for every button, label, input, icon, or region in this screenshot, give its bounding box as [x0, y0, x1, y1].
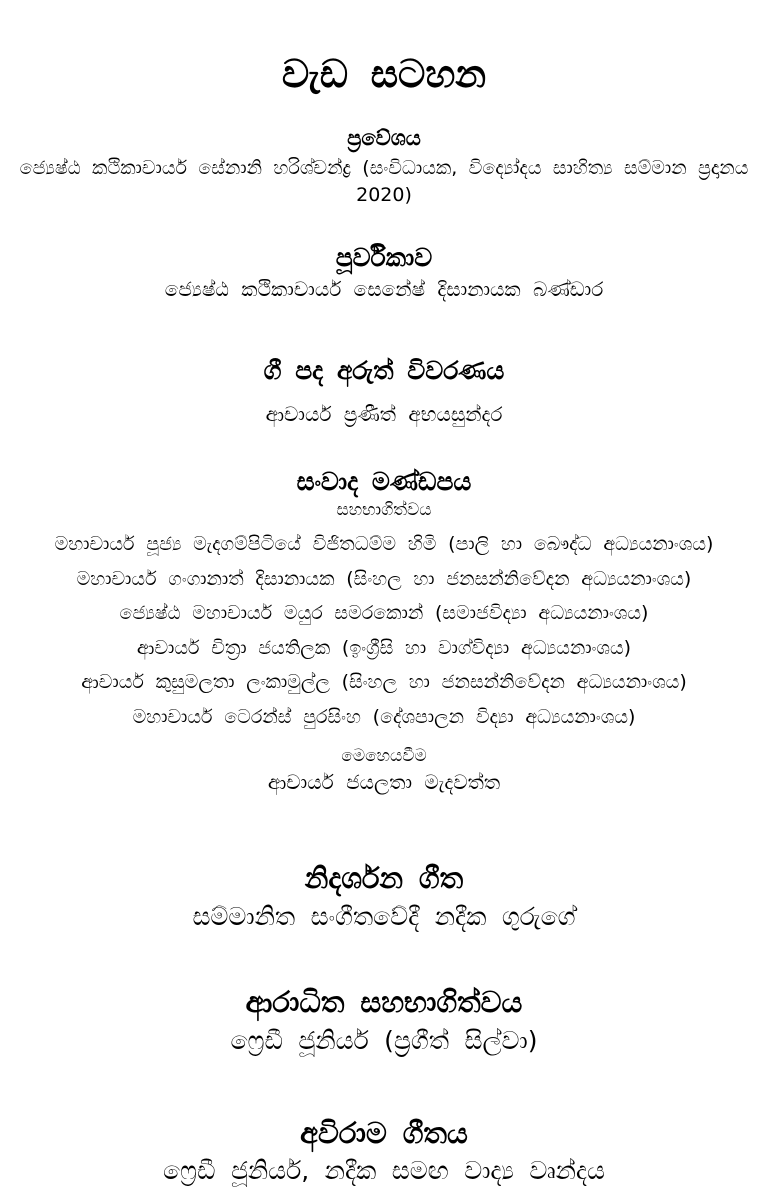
section-panel — [0, 464, 768, 796]
panel-participant: ජ්‍යෙෂ්ඨ මහාචාර්ය මයුර සමරකොන් (සමාජවිද්‍යා අධ්‍යයනාංශය) — [119, 602, 649, 625]
section-lyrics-review — [0, 353, 768, 428]
invited-performer: ෆ්‍රෙඩී ජූනියර් (ප්‍රගීත් සිල්වා) — [230, 1025, 538, 1055]
panel-participant: ආචාර්ය කුසුමලතා ලංකාමුල්ල (සිංහල හා ජනසන්නිවේදන අධ්‍යයනාංශය) — [81, 671, 687, 694]
panel-participant: මහාචාර්ය ගංගානාත් දිසානායක (සිංහල හා ජනසන්නිවේදන අධ්‍යයනාංශය) — [76, 567, 692, 590]
panel-participant: මහාචාර්ය ටෙරන්ස් පුරසිංහ (දේශපාලන විද්‍යා අධ්‍යයනාංශය) — [132, 705, 636, 728]
section-closing-song — [0, 1113, 768, 1188]
section-prologue — [0, 124, 768, 209]
prologue-presenter: ජ්‍යෙෂ්ඨ කථිකාචාර්ය සේනානි හරිශ්චන්ද්‍ර (සංවිධායක, විද්‍යෝදය සාහිත්‍ය සම්මාන ප්‍රදානය 2020) — [19, 156, 749, 206]
preface-presenter: ජ්‍යෙෂ්ඨ කථිකාචාර්ය සෙනේෂ් දිසානායක බණ්ඩාර — [164, 277, 604, 302]
moderator-name: ආචාර්ය ජයලතා මැදවත්ත — [267, 770, 501, 795]
preface-heading: පූර්විකාව — [335, 243, 433, 273]
closing-song-heading: අවිරාම ගීතය — [300, 1115, 468, 1150]
panel-participant: මහාචාර්ය පූජ්‍ය මැදගම්පිටියේ විජිතධම්ම හිමි (පාලි හා බෞද්ධ අධ්‍යයනාංශය) — [54, 532, 714, 555]
lyrics-review-heading: ගී පද අරුත් විවරණය — [263, 356, 505, 386]
prologue-heading: ප්‍රවේශය — [347, 125, 421, 150]
section-preface — [0, 240, 768, 303]
closing-song-performers: ෆ්‍රෙඩී ජූනියර්, නදීක සමඟ වාද්‍ය වෘන්දය — [163, 1156, 605, 1186]
section-invited-participation — [0, 982, 768, 1058]
document-title: වැඩ සටහන — [281, 52, 487, 96]
lyrics-review-presenter: ආචාර්ය ප්‍රණීත් අභයසුන්දර — [265, 402, 503, 427]
panel-heading: සංවාද මණ්ඩපය — [296, 467, 472, 497]
moderation-label: මෙහෙයවීම — [341, 745, 427, 766]
demo-songs-performer: සම්මානිත සංගීතවේදී නදීක ගුරුගේ — [192, 901, 576, 931]
panel-participant: ආචාර්ය චිත්‍රා ජයතිලක (ඉංග්‍රීසි හා වාග්විද්‍යා අධ්‍යයනාංශය) — [136, 636, 632, 659]
panel-subheading: සහභාගිත්වය — [336, 500, 432, 521]
invited-heading: ආරාධිත සහභාගිත්වය — [245, 984, 523, 1019]
demo-songs-heading: නිදර්ශන ගීත — [304, 861, 464, 896]
section-demo-songs — [0, 858, 768, 934]
